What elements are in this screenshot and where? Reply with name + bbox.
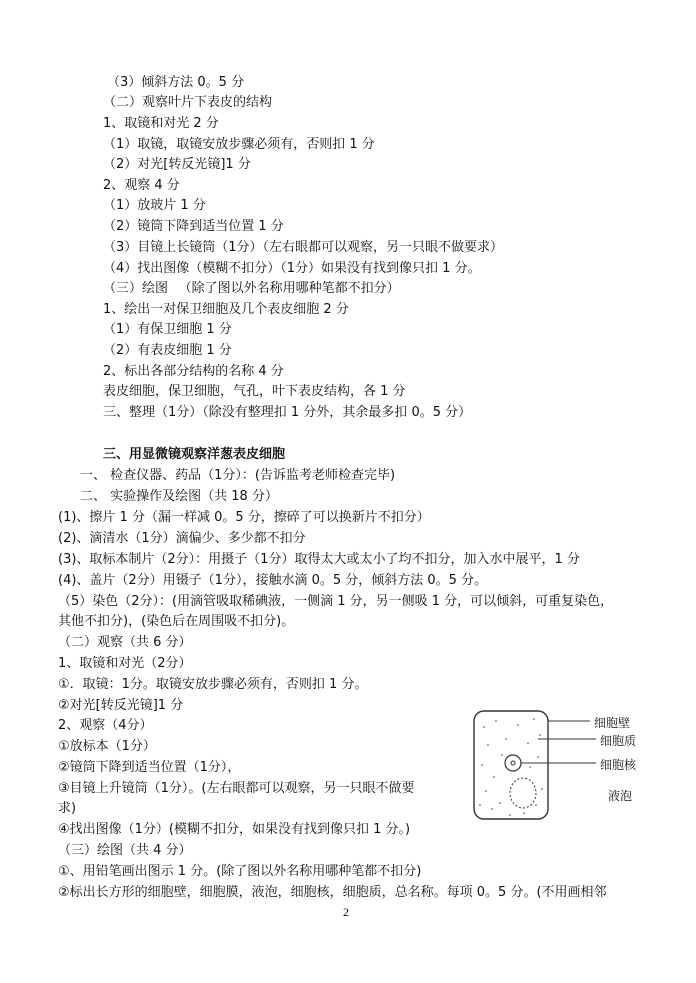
text-line: （1）取镜，取镜安放步骤必须有，否则扣 1 分 xyxy=(103,137,375,152)
text-line: （4）找出图像（模糊不扣分）（1分）如果没有找到像只扣 1 分。 xyxy=(103,261,481,276)
text-line: ②对光[转反光镜]1 分 xyxy=(58,698,184,713)
text-line: 二、 实验操作及绘图（共 18 分） xyxy=(80,489,278,504)
section-heading: （二）观察叶片下表皮的结构 xyxy=(103,95,273,110)
text-line: 1、绘出一对保卫细胞及几个表皮细胞 2 分 xyxy=(103,302,349,317)
text-line: ②标出长方形的细胞壁，细胞膜，液泡，细胞核，细胞质，总名称。每项 0。5 分。(不用画相邻 xyxy=(58,885,607,900)
text-line: ①．取镜：1分。取镜安放步骤必须有，否则扣 1 分。 xyxy=(58,677,368,692)
text-line: ③目镜上升镜筒（1分）。(左右眼都可以观察，另一只眼不做要 xyxy=(58,781,415,796)
text-line: （3）目镜上长镜筒（1分）（左右眼都可以观察，另一只眼不做要求） xyxy=(103,240,504,255)
text-line: (2)、滴清水（1分）滴偏少、多少都不扣分 xyxy=(58,531,306,546)
section-heading: （三）绘图（共 4 分） xyxy=(58,843,192,858)
text-line: 1、取镜和对光（2分） xyxy=(58,656,192,671)
section-heading: （二）观察（共 6 分） xyxy=(58,635,192,650)
section-title: 三、用显微镜观察洋葱表皮细胞 xyxy=(103,447,286,462)
text-line: (1)、擦片 1 分（漏一样减 0。5 分，擦碎了可以换新片不扣分） xyxy=(58,510,430,525)
text-line: （3）倾斜方法 0。5 分 xyxy=(107,75,245,90)
nucleus-label: 细胞核 xyxy=(600,758,637,772)
text-line: （1）有保卫细胞 1 分 xyxy=(103,322,232,337)
text-line: ②镜筒下降到适当位置（1分）， xyxy=(58,760,241,775)
text-line: （2）有表皮细胞 1 分 xyxy=(103,343,232,358)
text-line: 三、整理（1分）（除没有整理扣 1 分外，其余最多扣 0。5 分） xyxy=(103,405,472,420)
text-line: 2、标出各部分结构的名称 4 分 xyxy=(103,364,284,379)
onion-cell-diagram xyxy=(466,705,666,825)
section-heading: （三）绘图 （除了图以外名称用哪种笔都不扣分） xyxy=(103,281,400,296)
text-line: 2、观察 4 分 xyxy=(103,178,180,193)
cell-wall-label: 细胞壁 xyxy=(594,716,631,730)
text-line: 一、 检查仪器、药品（1分）：(告诉监考老师检查完毕) xyxy=(80,468,396,483)
text-line: 其他不扣分)，(染色后在周围吸不扣分)。 xyxy=(58,614,295,629)
vacuole-label: 液泡 xyxy=(608,789,633,803)
text-line: 1、取镜和对光 2 分 xyxy=(103,116,219,131)
text-line: (3)、取标本制片（2分）：用摄子（1分）取得太大或太小了均不扣分，加入水中展平，1 分 xyxy=(58,552,580,567)
cytoplasm-label: 细胞质 xyxy=(600,734,637,748)
text-line: ①、用铅笔画出图示 1 分。(除了图以外名称用哪种笔都不扣分) xyxy=(58,864,422,879)
text-line: ①放标本（1分） xyxy=(58,739,156,754)
text-line: 2、观察（4分） xyxy=(58,718,153,733)
text-line: （2）镜筒下降到适当位置 1 分 xyxy=(103,219,284,234)
text-line: （2）对光[转反光镜]1 分 xyxy=(103,157,251,172)
text-line: ④找出图像（1分）(模糊不扣分，如果没有找到像只扣 1 分。) xyxy=(58,822,411,837)
text-line: （1）放玻片 1 分 xyxy=(103,198,206,213)
text-line: (4)、盖片（2分）用镊子（1分），接触水滴 0。5 分，倾斜方法 0。5 分。 xyxy=(58,573,488,588)
text-line: 表皮细胞，保卫细胞，气孔，叶下表皮结构，各 1 分 xyxy=(103,384,406,399)
text-line: （5）染色（2分）：(用滴管吸取稀碘液，一侧滴 1 分，另一侧吸 1 分，可以倾斜，可重复染色， xyxy=(58,594,614,609)
text-line: 求) xyxy=(58,801,77,816)
page-number: 2 xyxy=(343,905,349,919)
